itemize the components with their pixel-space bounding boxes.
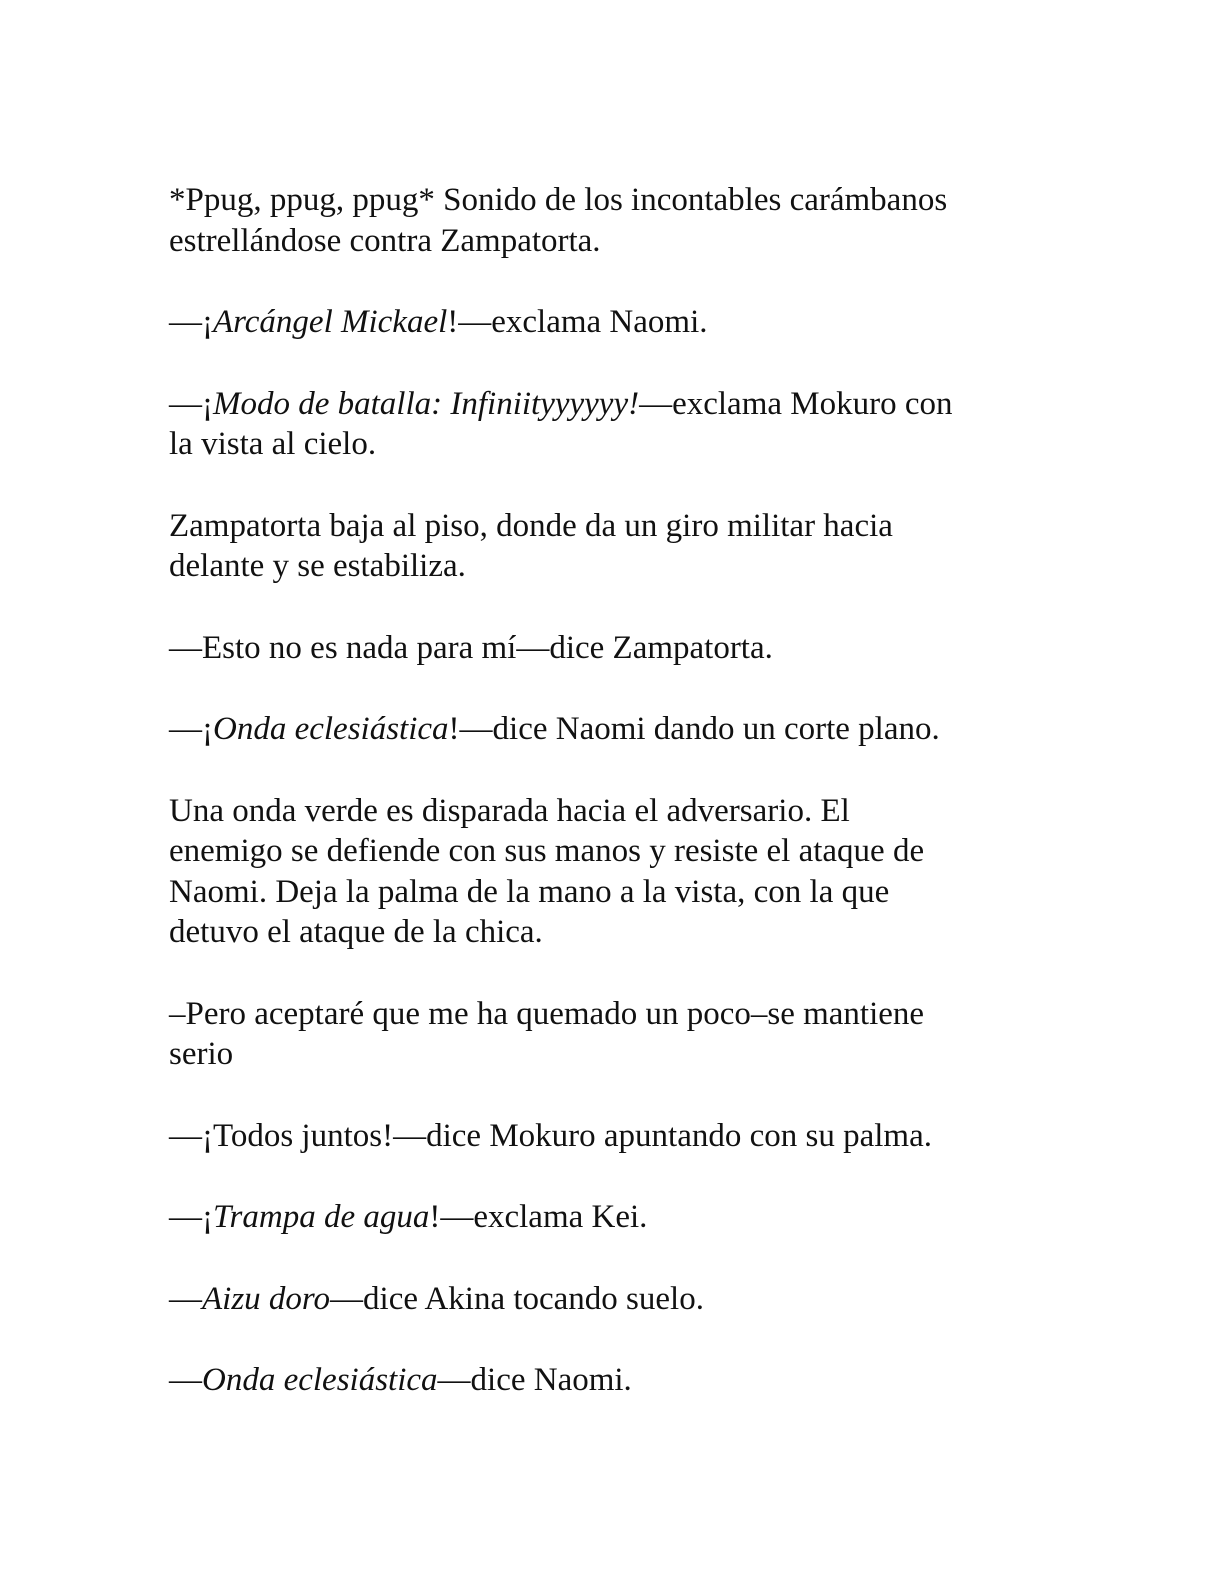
text-line: estrellándose contra Zampatorta.	[169, 222, 601, 259]
paragraph-3	[169, 384, 1049, 465]
text-line: —Esto no es nada para mí—dice Zampatorta.	[169, 629, 773, 666]
text-line: –Pero aceptaré que me ha quemado un poco–se mantiene	[169, 995, 925, 1032]
dialogue-dash: —¡	[169, 385, 213, 422]
italic-phrase: Onda eclesiástica	[202, 1362, 438, 1398]
italic-phrase: Onda eclesiástica	[213, 711, 449, 747]
dialogue-tag: —dice Akina tocando suelo.	[330, 1280, 704, 1317]
paragraph-1	[169, 180, 1049, 261]
paragraph-12	[169, 1360, 1049, 1401]
text-line: Naomi. Deja la palma de la mano a la vista, con la que	[169, 873, 890, 910]
text-line: Zampatorta baja al piso, donde da un giro militar hacia	[169, 507, 893, 544]
text-line: serio	[169, 1036, 234, 1072]
text-line: enemigo se defiende con sus manos y resiste el ataque de	[169, 833, 925, 869]
paragraph-10	[169, 1197, 1049, 1238]
text-line: *Ppug, ppug, ppug* Sonido de los incontables carámbanos	[169, 182, 948, 218]
text-line: —¡Todos juntos!—dice Mokuro apuntando con su palma.	[169, 1117, 932, 1154]
text-line: la vista al cielo.	[169, 426, 377, 462]
italic-phrase: Aizu doro	[202, 1280, 331, 1317]
paragraph-11	[169, 1279, 1049, 1320]
dialogue-tag: !—exclama Kei.	[429, 1199, 648, 1235]
dialogue-dash: —	[169, 1280, 202, 1317]
paragraph-7	[169, 791, 1049, 953]
text-line: detuvo el ataque de la chica.	[169, 914, 543, 950]
dialogue-tag: —exclama Mokuro con	[639, 385, 953, 422]
page-body	[169, 180, 1049, 1442]
paragraph-4	[169, 506, 1049, 587]
paragraph-8	[169, 994, 1049, 1075]
italic-phrase: Arcángel Mickael	[213, 304, 448, 340]
dialogue-tag: —dice Naomi.	[437, 1362, 632, 1398]
dialogue-tag: !—dice Naomi dando un corte plano.	[448, 711, 940, 747]
dialogue-dash: —	[169, 1362, 202, 1398]
dialogue-dash: —¡	[169, 1199, 213, 1235]
paragraph-5	[169, 628, 1049, 669]
text-line: delante y se estabiliza.	[169, 548, 466, 584]
dialogue-dash: —¡	[169, 711, 213, 747]
italic-phrase: Trampa de agua	[213, 1199, 430, 1235]
dialogue-tag: !—exclama Naomi.	[447, 304, 708, 340]
paragraph-2	[169, 302, 1049, 343]
dialogue-dash: —¡	[169, 304, 213, 340]
paragraph-9	[169, 1116, 1049, 1157]
paragraph-6	[169, 709, 1049, 750]
italic-phrase: Modo de batalla: Infiniityyyyyy!	[213, 385, 640, 422]
text-line: Una onda verde es disparada hacia el adversario. El	[169, 792, 850, 829]
